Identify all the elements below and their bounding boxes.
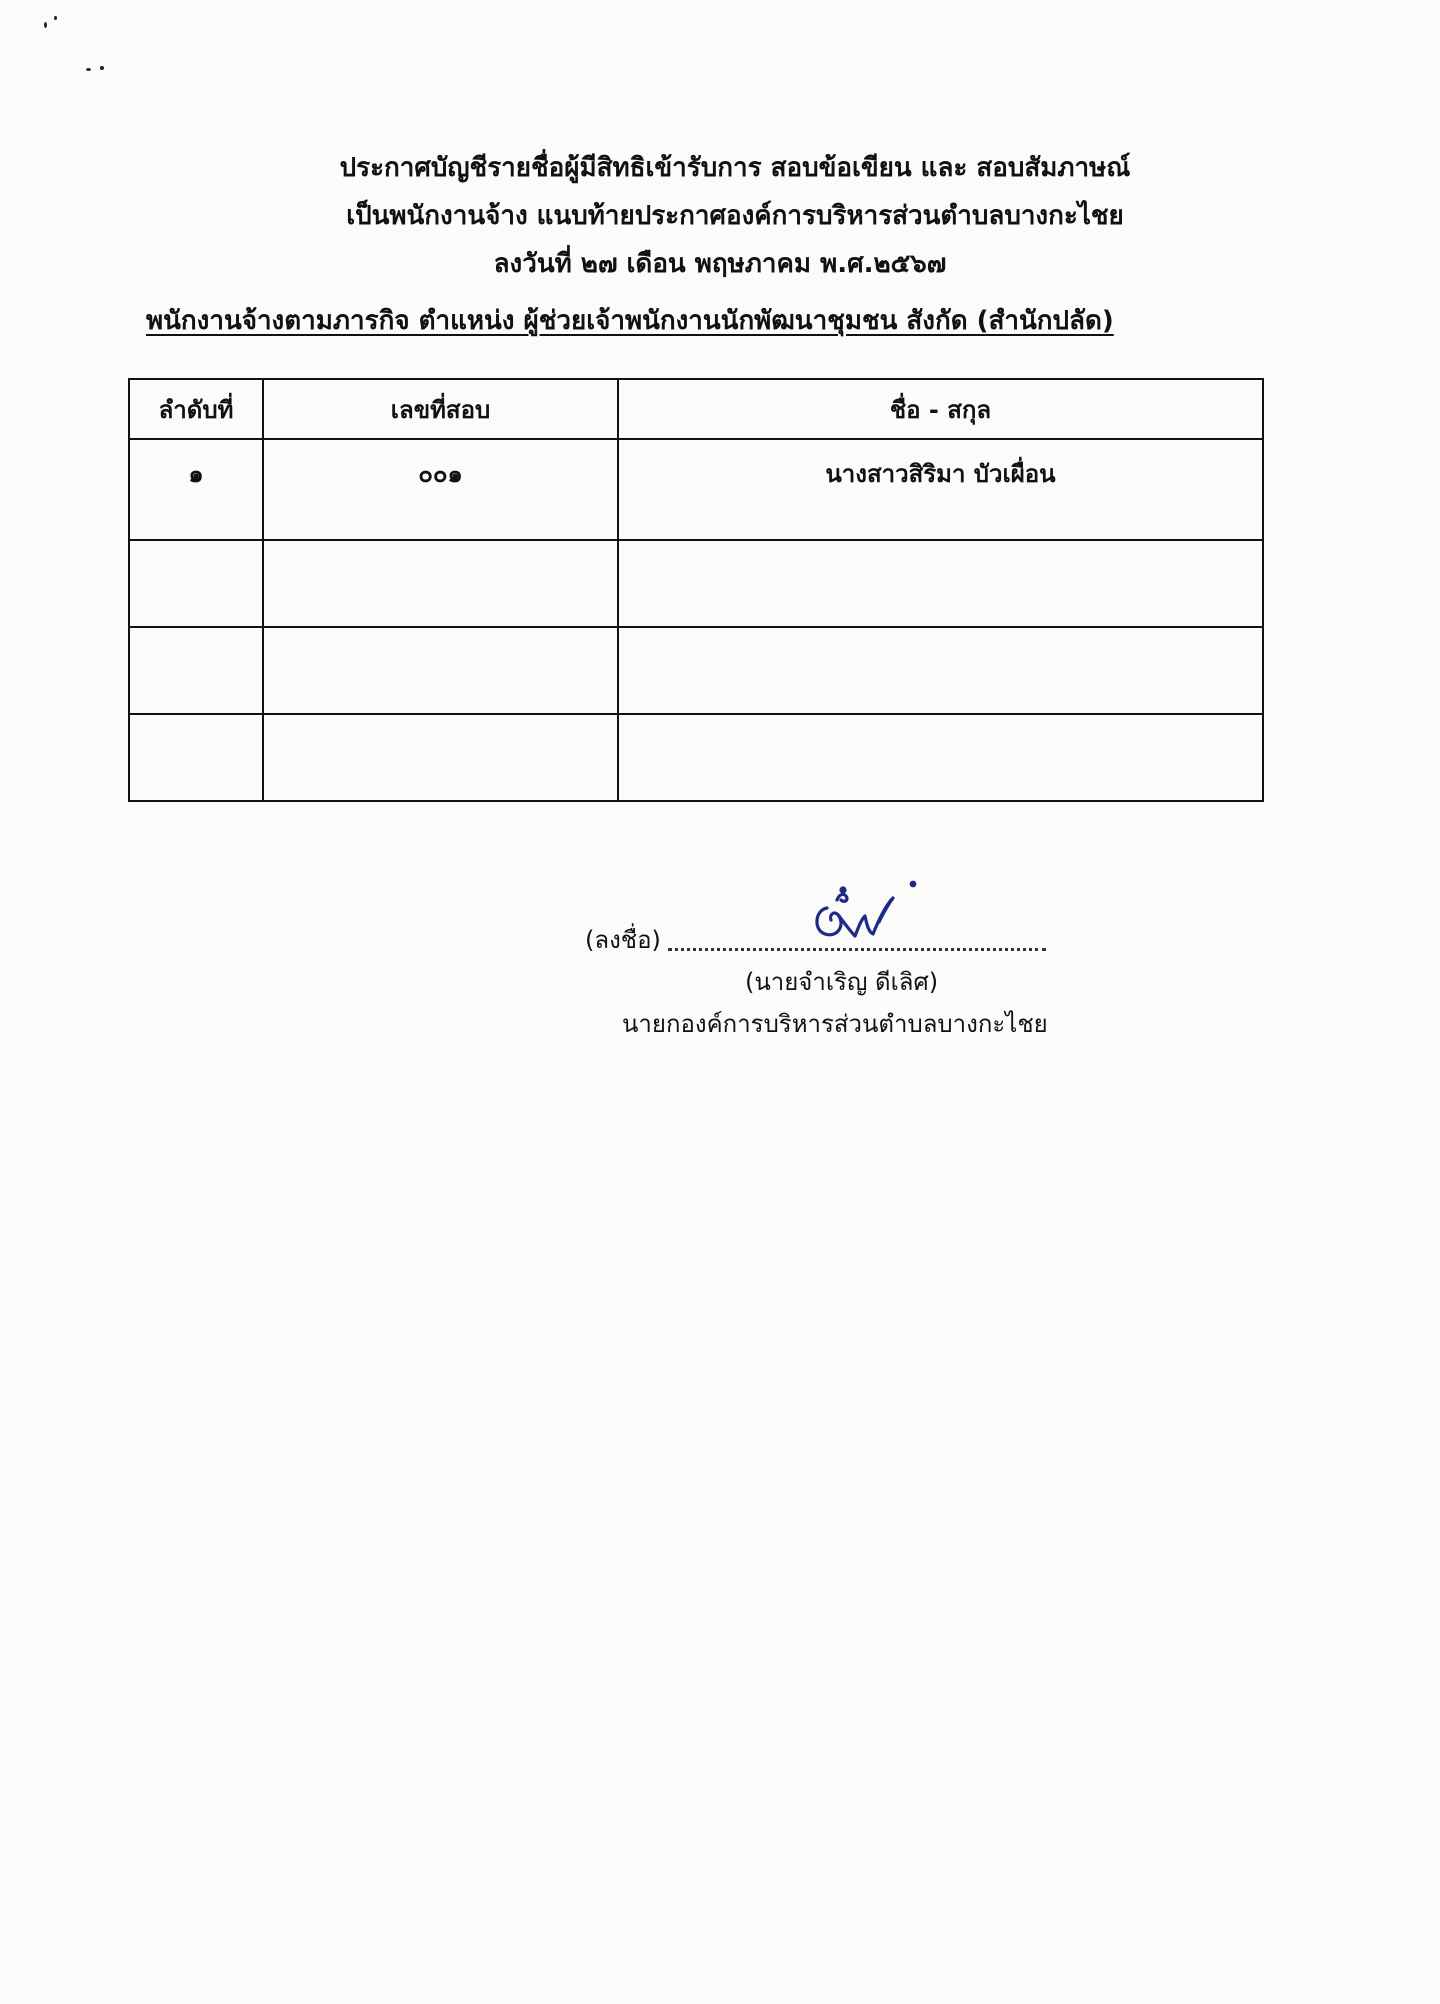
announcement-header [0,144,1440,288]
cell-full-name: นางสาวสิริมา บัวเผื่อน [618,439,1263,540]
cell-order [129,540,263,627]
header-line-3: ลงวันที่ ๒๗ เดือน พฤษภาคม พ.ศ.๒๕๖๗ [493,249,947,279]
cell-full-name [618,714,1263,801]
table-row [129,627,1263,714]
header-line-1: ประกาศบัญชีรายชื่อผู้มีสิทธิเข้ารับการ สอบข้อเขียน และ สอบสัมภาษณ์ [339,153,1131,183]
signer-name: (นายจำเริญ ดีเลิศ) [745,968,939,996]
cell-exam-number [263,714,618,801]
handwritten-signature [795,870,925,945]
cell-order [129,627,263,714]
sign-label: (ลงชื่อ) [585,926,661,954]
table-header-row [129,379,1263,439]
signature-block [0,870,1440,1050]
table-row [129,714,1263,801]
table-row [129,540,1263,627]
cell-exam-number [263,627,618,714]
header-full-name: ชื่อ - สกุล [618,379,1263,439]
cell-full-name [618,540,1263,627]
cell-full-name [618,627,1263,714]
signature-dotted-line [668,948,1046,951]
header-line-2: เป็นพนักงานจ้าง แนบท้ายประกาศองค์การบริหารส่วนตำบลบางกะไชย [346,201,1124,231]
header-order: ลำดับที่ [129,379,263,439]
cell-order: ๑ [129,439,263,540]
cell-exam-number: ๐๐๑ [263,439,618,540]
cell-order [129,714,263,801]
table-row [129,439,1263,540]
signer-title: นายกองค์การบริหารส่วนตำบลบางกะไชย [622,1010,1048,1038]
header-exam-number: เลขที่สอบ [263,379,618,439]
candidate-table [128,378,1264,802]
cell-exam-number [263,540,618,627]
position-title: พนักงานจ้างตามภารกิจ ตำแหน่ง ผู้ช่วยเจ้าพนักงานนักพัฒนาชุมชน สังกัด (สำนักปลัด) [146,306,1114,336]
